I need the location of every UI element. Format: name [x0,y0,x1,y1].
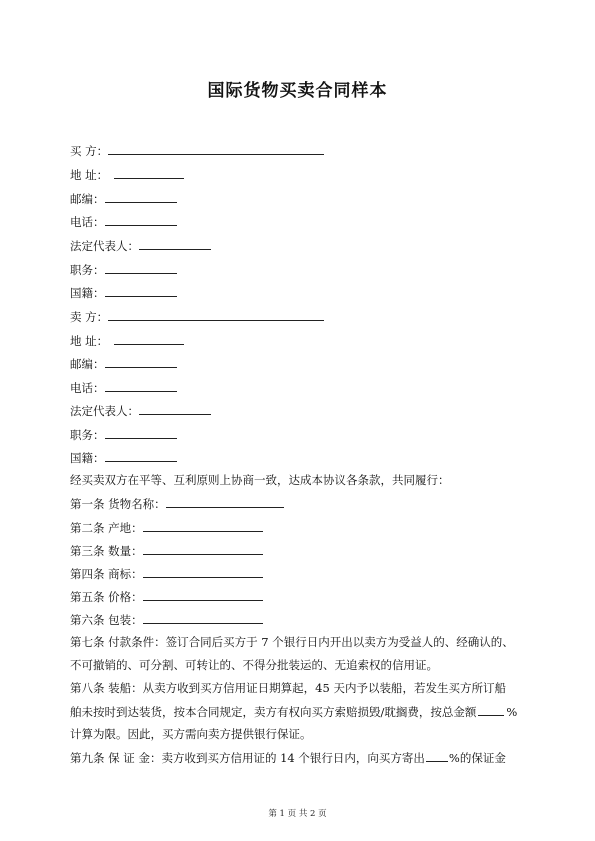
buyer-legal-rep-line [70,238,211,253]
article-6-blank[interactable] [143,612,263,624]
seller-position-blank[interactable] [105,427,177,439]
seller-phone-label: 电话： [70,381,105,395]
seller-nationality-line [70,450,177,465]
seller-nationality-blank[interactable] [105,450,177,462]
article-2-label: 第二条 产地： [70,521,143,535]
seller-legal-rep-label: 法定代表人： [70,404,139,418]
seller-legal-rep-line [70,403,211,418]
buyer-name-label: 买 方： [70,144,109,158]
buyer-nationality-blank[interactable] [105,285,177,297]
article-4-line [70,566,263,581]
seller-phone-blank[interactable] [105,380,177,392]
article-5-blank[interactable] [143,589,263,601]
buyer-phone-blank[interactable] [105,214,177,226]
seller-postcode-label: 邮编： [70,357,105,371]
article-1-blank[interactable] [166,496,284,508]
article-9-text-tail: %的保证金 [448,751,506,765]
seller-postcode-line [70,356,177,371]
seller-legal-rep-blank[interactable] [139,403,211,415]
article-7-line-2: 不可撤销的、可分割、可转让的、不得分批装运的、无追索权的信用证。 [70,658,438,672]
article-5-label: 第五条 价格： [70,590,143,604]
buyer-position-line [70,262,177,277]
article-8-line-3: 计算为限。因此，买方需向卖方提供银行保证。 [70,727,312,741]
seller-position-line [70,427,177,442]
article-9-line-1 [70,750,506,765]
article-9-text: 第九条 保 证 金：卖方收到买方信用证的 14 个银行日内，向买方寄出 [70,751,425,765]
intro-text: 经买卖双方在平等、互利原则上协商一致，达成本协议各条款，共同履行： [70,473,450,487]
seller-name-label: 卖 方： [70,310,109,324]
article-6-label: 第六条 包装： [70,613,143,627]
seller-address-blank[interactable] [114,333,184,345]
article-4-label: 第四条 商标： [70,567,143,581]
page-title: 国际货物买卖合同样本 [207,81,388,101]
seller-postcode-blank[interactable] [105,356,177,368]
article-8-line-1: 第八条 装船：从卖方收到买方信用证日期算起，45 天内予以装船，若发生买方所订船 [70,681,506,695]
page-number-footer: 第 1 页 共 2 页 [268,809,327,819]
seller-name-line [70,309,324,324]
article-8-line-2 [70,704,517,719]
article-3-label: 第三条 数量： [70,544,143,558]
seller-name-blank[interactable] [108,309,324,321]
buyer-name-blank[interactable] [108,143,324,155]
article-6-line [70,612,263,627]
article-1-line [70,496,284,511]
buyer-address-line [70,167,184,182]
seller-address-line [70,333,184,348]
article-8-percent-sign: % [506,705,518,719]
buyer-position-label: 职务： [70,263,105,277]
article-4-blank[interactable] [143,566,263,578]
buyer-nationality-line [70,285,177,300]
article-8-percent-blank[interactable] [478,704,504,716]
buyer-postcode-blank[interactable] [105,191,177,203]
buyer-postcode-line [70,191,177,206]
seller-position-label: 职务： [70,428,105,442]
article-2-blank[interactable] [143,520,263,532]
article-3-blank[interactable] [143,543,263,555]
article-1-label: 第一条 货物名称： [70,497,166,511]
buyer-address-blank[interactable] [114,167,184,179]
buyer-legal-rep-label: 法定代表人： [70,239,139,253]
article-2-line [70,520,263,535]
article-7-line-1: 第七条 付款条件：签订合同后买方于 7 个银行日内开出以卖方为受益人的、经确认的、 [70,635,514,649]
buyer-legal-rep-blank[interactable] [139,238,211,250]
buyer-position-blank[interactable] [105,262,177,274]
buyer-address-label: 地 址： [70,168,109,182]
buyer-nationality-label: 国籍： [70,286,105,300]
seller-address-label: 地 址： [70,334,109,348]
buyer-name-line [70,143,324,158]
buyer-postcode-label: 邮编： [70,192,105,206]
seller-nationality-label: 国籍： [70,451,105,465]
article-3-line [70,543,263,558]
article-8-text-2: 舶未按时到达装货，按本合同规定，卖方有权向买方索赔损毁/耽搁费，按总金额 [70,705,477,719]
buyer-phone-line [70,214,177,229]
article-9-percent-blank[interactable] [426,750,448,762]
buyer-phone-label: 电话： [70,215,105,229]
seller-phone-line [70,380,177,395]
article-5-line [70,589,263,604]
